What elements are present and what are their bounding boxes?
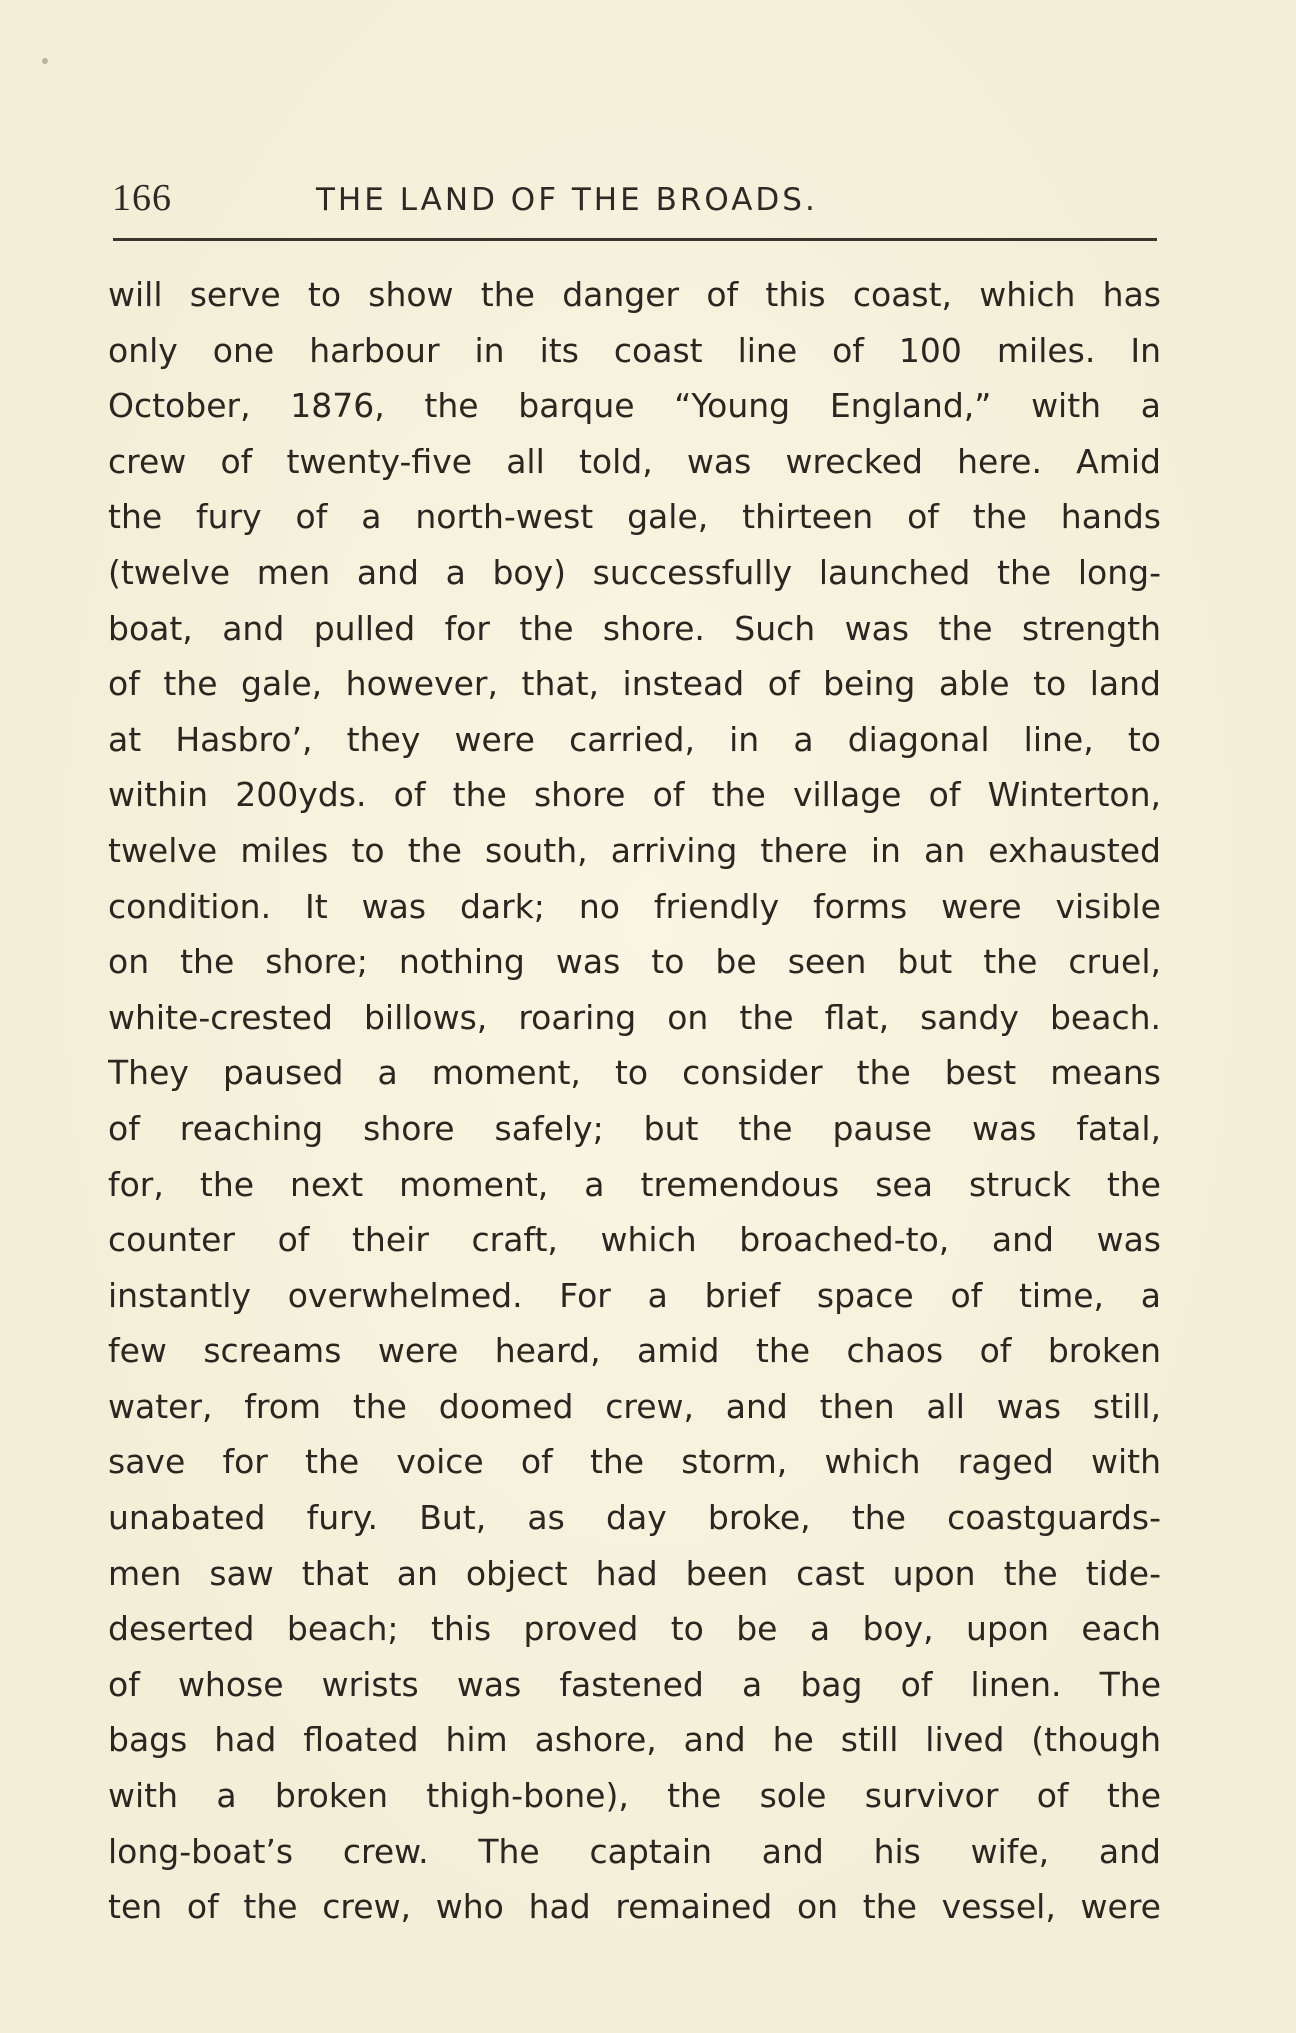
text-line: for, the next moment, a tremendous sea struck the	[108, 1164, 1161, 1204]
page-header	[112, 176, 1156, 226]
text-line: counter of their craft, which broached-to, and was	[108, 1220, 1161, 1260]
text-line: condition. It was dark; no friendly forms were visible	[108, 886, 1161, 926]
text-line: only one harbour in its coast line of 100 miles. In	[108, 330, 1161, 370]
body-text	[108, 267, 1161, 1935]
text-line: white-crested billows, roaring on the flat, sandy beach.	[108, 997, 1161, 1037]
page-number: 166	[112, 177, 172, 219]
text-line: within 200yds. of the shore of the village of Winterton,	[108, 775, 1161, 815]
text-line: unabated fury. But, as day broke, the coastguards-	[108, 1498, 1161, 1538]
text-line: water, from the doomed crew, and then all was still,	[108, 1386, 1161, 1426]
text-line: at Hasbro’, they were carried, in a diagonal line, to	[108, 719, 1161, 759]
text-line: few screams were heard, amid the chaos of broken	[108, 1331, 1161, 1371]
text-line: deserted beach; this proved to be a boy, upon each	[108, 1609, 1161, 1649]
text-line: the fury of a north-west gale, thirteen of the hands	[108, 497, 1161, 537]
text-line: (twelve men and a boy) successfully launched the long-	[108, 552, 1161, 592]
text-line: long-boat’s crew. The captain and his wife, and	[108, 1831, 1161, 1871]
paper-speck	[42, 58, 48, 64]
text-line: of whose wrists was fastened a bag of linen. The	[108, 1664, 1161, 1704]
text-line: of the gale, however, that, instead of being able to land	[108, 664, 1161, 704]
text-line: of reaching shore safely; but the pause was fatal,	[108, 1108, 1161, 1148]
text-line: save for the voice of the storm, which raged with	[108, 1442, 1161, 1482]
text-line: men saw that an object had been cast upon the tide-	[108, 1553, 1161, 1593]
text-line: bags had floated him ashore, and he still lived (though	[108, 1720, 1161, 1760]
text-line: boat, and pulled for the shore. Such was the strength	[108, 608, 1161, 648]
text-line: instantly overwhelmed. For a brief space of time, a	[108, 1275, 1161, 1315]
text-line: ten of the crew, who had remained on the vessel, were	[108, 1887, 1161, 1927]
text-line: on the shore; nothing was to be seen but the cruel,	[108, 942, 1161, 982]
text-line: October, 1876, the barque “Young England,” with a	[108, 386, 1161, 426]
text-line: crew of twenty-five all told, was wrecked here. Amid	[108, 441, 1161, 481]
text-line: twelve miles to the south, arriving there in an exhausted	[108, 830, 1161, 870]
text-line: They paused a moment, to consider the best means	[108, 1053, 1161, 1093]
running-head: THE LAND OF THE BROADS.	[316, 182, 818, 218]
header-rule	[113, 238, 1157, 241]
text-line: will serve to show the danger of this coast, which has	[108, 275, 1161, 314]
text-line: with a broken thigh-bone), the sole survivor of the	[108, 1776, 1161, 1816]
